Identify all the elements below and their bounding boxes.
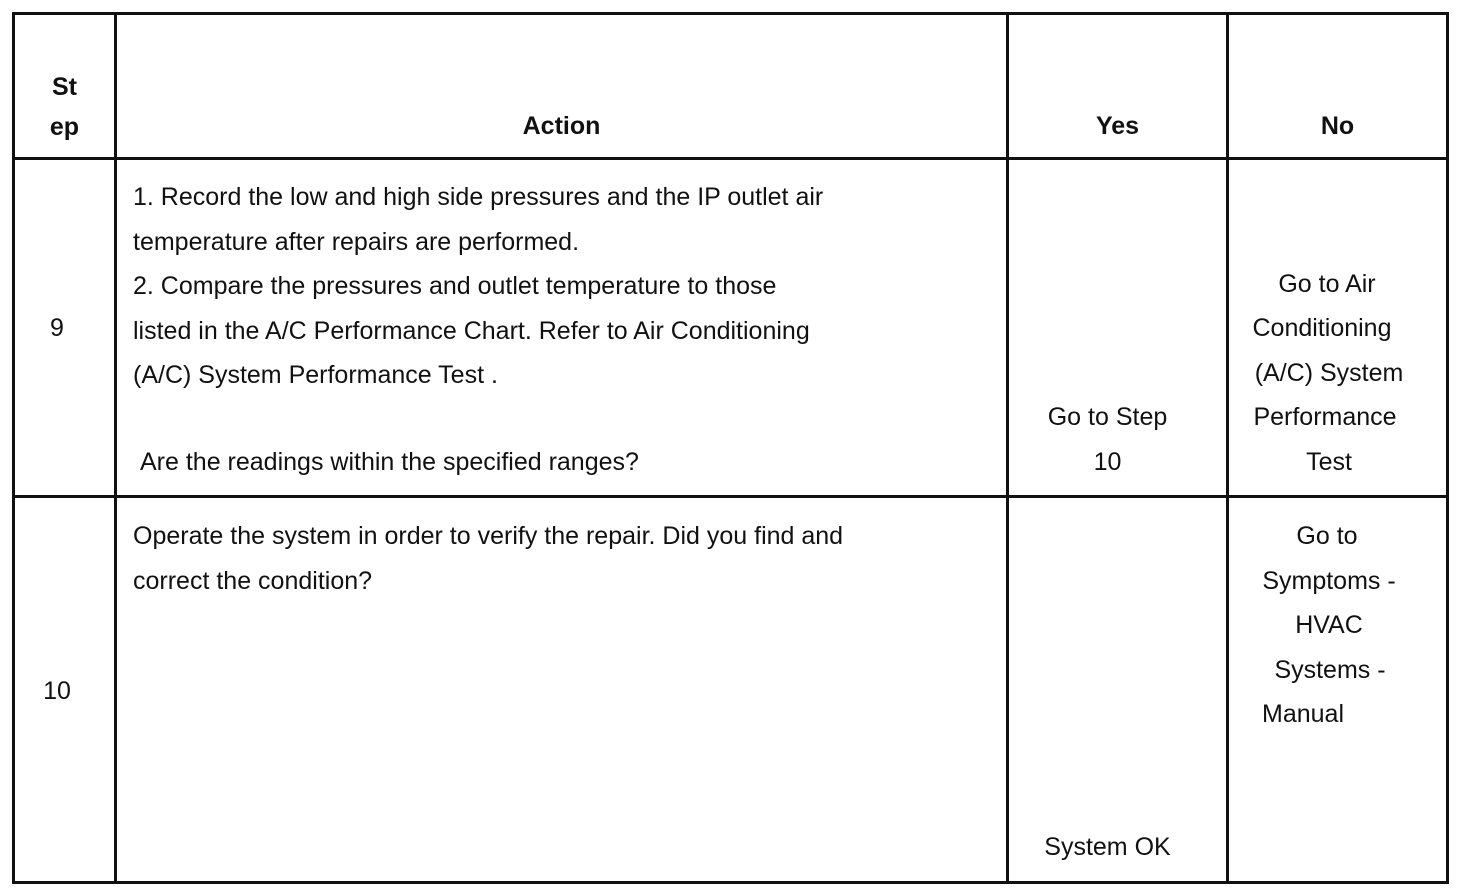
step-number: 9 (50, 314, 64, 342)
no-line: Systems - (1274, 656, 1386, 684)
table-bottom-border (12, 881, 1449, 884)
table-top-border (12, 12, 1449, 15)
row-9-bottom-border (12, 495, 1449, 498)
no-line: Test (1306, 448, 1352, 476)
action-line: listed in the A/C Performance Chart. Refer to Air Conditioning (133, 317, 810, 345)
no-line: Conditioning (1252, 314, 1392, 342)
no-line: (A/C) System (1254, 359, 1404, 387)
header-step-line-1: St (52, 73, 77, 101)
action-line: 2. Compare the pressures and outlet temperature to those (133, 272, 777, 300)
yes-line: 10 (1093, 448, 1122, 476)
header-action: Action (522, 112, 601, 140)
header-bottom-border (12, 157, 1449, 160)
header-step (15, 67, 114, 147)
header-step-line-2: ep (49, 113, 80, 141)
yes-result: System OK (1044, 833, 1171, 861)
action-line: Operate the system in order to verify the repair. Did you find and (133, 522, 844, 550)
no-line: Go to (1296, 522, 1358, 550)
header-yes: Yes (1095, 112, 1140, 140)
action-line: 1. Record the low and high side pressures and the IP outlet air (133, 183, 824, 211)
header-no: No (1320, 112, 1355, 140)
no-line: HVAC (1295, 611, 1363, 639)
action-question: Are the readings within the specified ranges? (140, 448, 639, 476)
action-line: (A/C) System Performance Test . (133, 361, 498, 389)
step-number: 10 (43, 677, 71, 705)
yes-line: Go to Step (1047, 403, 1168, 431)
no-line: Manual (1262, 700, 1344, 728)
no-line: Go to Air (1278, 270, 1376, 298)
action-line: temperature after repairs are performed. (133, 228, 580, 256)
table-right-border (1446, 12, 1449, 884)
no-line: Performance (1253, 403, 1397, 431)
action-line: correct the condition? (133, 567, 373, 595)
no-line: Symptoms - (1262, 567, 1396, 595)
